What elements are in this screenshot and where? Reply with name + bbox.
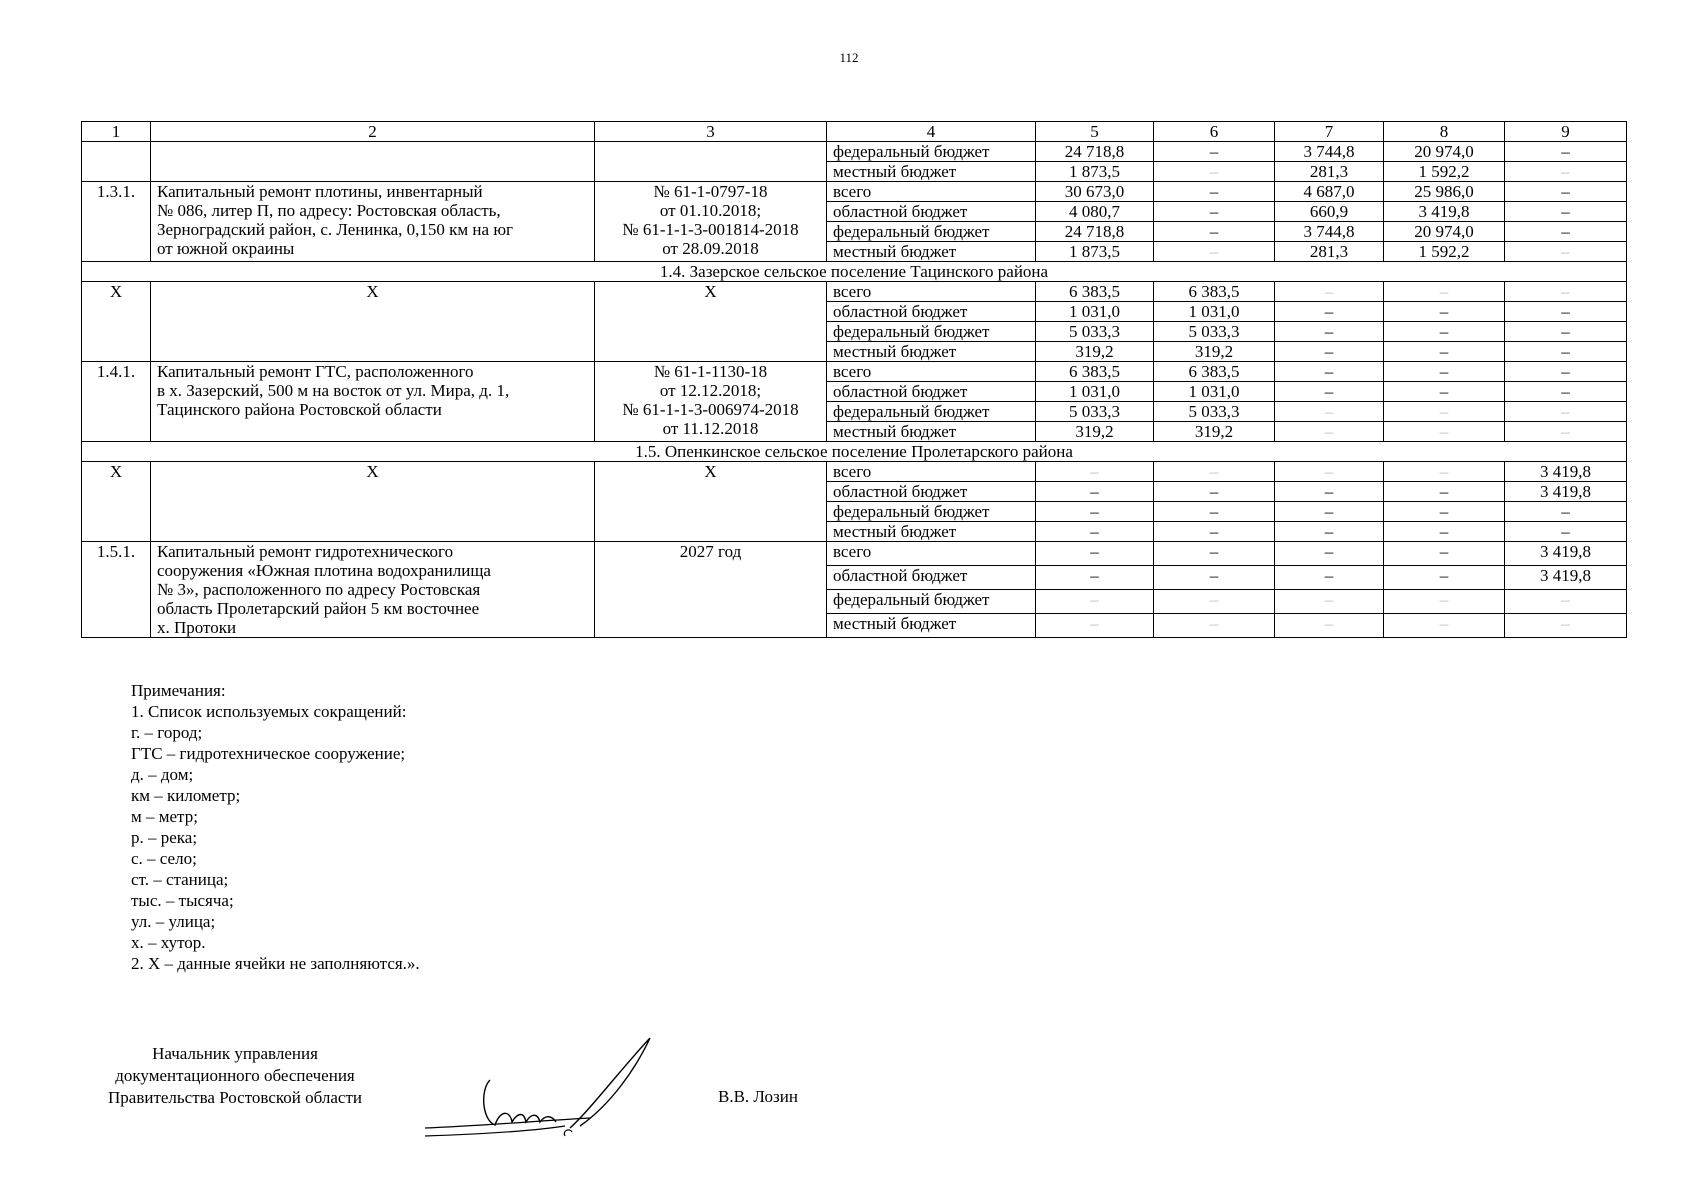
item-document [595,182,827,262]
value-cell-c7: 281,3 [1275,242,1384,262]
value-cell-c8: – [1384,462,1505,482]
cell-line: х. Протоки [157,618,237,637]
value-cell-c5: 30 673,0 [1036,182,1154,202]
value-cell-c7: 4 687,0 [1275,182,1384,202]
budget-label: всего [827,542,1036,566]
value-cell-c6: 6 383,5 [1154,282,1275,302]
signatory-title-line: Правительства Ростовской области [108,1088,362,1107]
note-line: 2. X – данные ячейки не заполняются.». [131,954,420,973]
cell-line: Капитальный ремонт плотины, инвентарный [157,182,483,201]
value-cell-c5: 6 383,5 [1036,282,1154,302]
value-cell-c5: – [1036,542,1154,566]
value-cell-c9: – [1505,182,1627,202]
value-cell-c9: – [1505,322,1627,342]
x-cell: X [595,462,827,542]
value-cell-c6: 319,2 [1154,342,1275,362]
value-cell-c5: 5 033,3 [1036,322,1154,342]
value-cell-c9: – [1505,502,1627,522]
value-cell-c6: 6 383,5 [1154,362,1275,382]
value-cell-c5: – [1036,462,1154,482]
empty-cell [82,142,151,182]
table-row [82,142,1627,162]
value-cell-c7: – [1275,482,1384,502]
cell-line: в х. Зазерский, 500 м на восток от ул. Мира, д. 1, [157,381,510,400]
cell-line: № 086, литер П, по адресу: Ростовская область, [157,201,501,220]
value-cell-c6: – [1154,162,1275,182]
value-cell-c8: – [1384,382,1505,402]
value-cell-c6: – [1154,566,1275,590]
budget-label: областной бюджет [827,302,1036,322]
note-line: 1. Список используемых сокращений: [131,702,407,721]
value-cell-c5: 319,2 [1036,342,1154,362]
value-cell-c6: – [1154,542,1275,566]
x-cell: X [82,282,151,362]
budget-label: местный бюджет [827,242,1036,262]
value-cell-c8: – [1384,482,1505,502]
item-number: 1.4.1. [82,362,151,442]
value-cell-c7: 3 744,8 [1275,142,1384,162]
column-header: 8 [1384,122,1505,142]
budget-label: всего [827,362,1036,382]
table-row [82,122,1627,142]
item-name [151,182,595,262]
value-cell-c9: – [1505,522,1627,542]
table-row [82,542,1627,566]
value-cell-c8: – [1384,566,1505,590]
value-cell-c7: – [1275,422,1384,442]
note-line: Примечания: [131,681,226,700]
note-line: д. – дом; [131,765,194,784]
value-cell-c5: – [1036,522,1154,542]
table-row [82,182,1627,202]
value-cell-c6: – [1154,242,1275,262]
budget-label: местный бюджет [827,422,1036,442]
note-line: ул. – улица; [131,912,216,931]
x-cell: X [151,462,595,542]
cell-line: область Пролетарский район 5 км восточнее [157,599,480,618]
value-cell-c8: – [1384,362,1505,382]
value-cell-c9: – [1505,302,1627,322]
value-cell-c6: – [1154,462,1275,482]
value-cell-c5: 6 383,5 [1036,362,1154,382]
notes [131,680,420,974]
value-cell-c8: – [1384,522,1505,542]
item-number: 1.3.1. [82,182,151,262]
value-cell-c7: 660,9 [1275,202,1384,222]
budget-label: областной бюджет [827,482,1036,502]
note-line: м – метр; [131,807,198,826]
value-cell-c6: – [1154,482,1275,502]
value-cell-c8: – [1384,614,1505,638]
value-cell-c8: – [1384,342,1505,362]
value-cell-c7: 281,3 [1275,162,1384,182]
cell-line: № 61-1-0797-18 [653,182,768,201]
value-cell-c7: – [1275,362,1384,382]
value-cell-c6: – [1154,222,1275,242]
column-header: 2 [151,122,595,142]
value-cell-c8: – [1384,422,1505,442]
value-cell-c6: 5 033,3 [1154,322,1275,342]
value-cell-c6: 319,2 [1154,422,1275,442]
value-cell-c7: – [1275,542,1384,566]
value-cell-c6: 1 031,0 [1154,382,1275,402]
value-cell-c9: – [1505,282,1627,302]
column-header: 4 [827,122,1036,142]
value-cell-c8: – [1384,282,1505,302]
cell-line: Капитальный ремонт гидротехнического [157,542,454,561]
value-cell-c9: – [1505,162,1627,182]
value-cell-c9: – [1505,142,1627,162]
budget-label: всего [827,282,1036,302]
section-title: 1.4. Зазерское сельское поселение Тацинского района [82,262,1627,282]
budget-label: федеральный бюджет [827,322,1036,342]
value-cell-c5: 4 080,7 [1036,202,1154,222]
item-name [151,542,595,638]
budget-label: всего [827,182,1036,202]
budget-label: федеральный бюджет [827,402,1036,422]
note-line: ГТС – гидротехническое сооружение; [131,744,406,763]
value-cell-c8: 1 592,2 [1384,162,1505,182]
column-header: 5 [1036,122,1154,142]
value-cell-c8: – [1384,302,1505,322]
value-cell-c9: 3 419,8 [1505,542,1627,566]
value-cell-c7: – [1275,590,1384,614]
table-row [82,442,1627,462]
x-cell: X [82,462,151,542]
value-cell-c9: 3 419,8 [1505,566,1627,590]
column-header: 6 [1154,122,1275,142]
cell-line: 2027 год [679,542,742,561]
value-cell-c8: – [1384,590,1505,614]
budget-label: местный бюджет [827,614,1036,638]
cell-line: от 28.09.2018 [662,239,759,258]
value-cell-c6: – [1154,502,1275,522]
budget-label: всего [827,462,1036,482]
value-cell-c5: 24 718,8 [1036,142,1154,162]
budget-label: местный бюджет [827,342,1036,362]
value-cell-c6: – [1154,614,1275,638]
value-cell-c9: – [1505,342,1627,362]
cell-line: № 61-1-1-3-006974-2018 [622,400,799,419]
value-cell-c8: 20 974,0 [1384,142,1505,162]
value-cell-c6: – [1154,142,1275,162]
item-document [595,542,827,638]
value-cell-c5: 1 873,5 [1036,162,1154,182]
signatory-name: В.В. Лозин [718,1087,798,1106]
value-cell-c8: 25 986,0 [1384,182,1505,202]
value-cell-c9: – [1505,402,1627,422]
cell-line: от 12.12.2018; [659,381,762,400]
value-cell-c8: 3 419,8 [1384,202,1505,222]
value-cell-c9: – [1505,242,1627,262]
cell-line: от 11.12.2018 [662,419,759,438]
note-line: г. – город; [131,723,203,742]
budget-label: областной бюджет [827,566,1036,590]
value-cell-c9: – [1505,222,1627,242]
budget-table [81,121,1627,638]
column-header: 3 [595,122,827,142]
note-line: ст. – станица; [131,870,229,889]
value-cell-c7: – [1275,522,1384,542]
note-line: х. – хутор. [131,933,206,952]
empty-cell [151,142,595,182]
cell-line: № 61-1-1-3-001814-2018 [622,220,799,239]
value-cell-c9: – [1505,590,1627,614]
value-cell-c9: – [1505,362,1627,382]
budget-label: местный бюджет [827,162,1036,182]
value-cell-c7: – [1275,322,1384,342]
value-cell-c5: – [1036,614,1154,638]
value-cell-c7: – [1275,402,1384,422]
x-cell: X [151,282,595,362]
budget-label: федеральный бюджет [827,502,1036,522]
column-header: 1 [82,122,151,142]
value-cell-c7: – [1275,282,1384,302]
column-header: 7 [1275,122,1384,142]
cell-line: сооружения «Южная плотина водохранилища [157,561,491,580]
value-cell-c5: 1 031,0 [1036,302,1154,322]
note-line: км – километр; [131,786,241,805]
value-cell-c9: – [1505,614,1627,638]
signatory-title [80,1043,390,1109]
table-row [82,362,1627,382]
value-cell-c6: 5 033,3 [1154,402,1275,422]
value-cell-c5: 24 718,8 [1036,222,1154,242]
value-cell-c9: 3 419,8 [1505,462,1627,482]
x-cell: X [595,282,827,362]
item-document [595,362,827,442]
value-cell-c8: – [1384,402,1505,422]
value-cell-c9: 3 419,8 [1505,482,1627,502]
note-line: р. – река; [131,828,198,847]
item-number: 1.5.1. [82,542,151,638]
section-title: 1.5. Опенкинское сельское поселение Пролетарского района [82,442,1627,462]
value-cell-c5: – [1036,502,1154,522]
page-number: 112 [839,50,859,65]
empty-cell [595,142,827,182]
cell-line: № 3», расположенного по адресу Ростовская [157,580,481,599]
value-cell-c7: – [1275,302,1384,322]
value-cell-c7: – [1275,566,1384,590]
column-header: 9 [1505,122,1627,142]
signatory-title-line: документационного обеспечения [115,1066,355,1085]
handwritten-signature [420,1030,670,1140]
cell-line: Зерноградский район, с. Ленинка, 0,150 км на юг [157,220,513,239]
budget-label: областной бюджет [827,382,1036,402]
value-cell-c5: – [1036,482,1154,502]
value-cell-c9: – [1505,202,1627,222]
value-cell-c9: – [1505,382,1627,402]
value-cell-c6: – [1154,182,1275,202]
value-cell-c6: – [1154,522,1275,542]
value-cell-c8: 20 974,0 [1384,222,1505,242]
table-row [82,462,1627,482]
item-name [151,362,595,442]
value-cell-c5: 319,2 [1036,422,1154,442]
cell-line: Капитальный ремонт ГТС, расположенного [157,362,474,381]
budget-label: федеральный бюджет [827,142,1036,162]
value-cell-c8: – [1384,322,1505,342]
value-cell-c6: – [1154,202,1275,222]
table-row [82,262,1627,282]
value-cell-c5: – [1036,590,1154,614]
value-cell-c8: – [1384,542,1505,566]
value-cell-c6: 1 031,0 [1154,302,1275,322]
note-line: тыс. – тысяча; [131,891,234,910]
value-cell-c7: – [1275,342,1384,362]
value-cell-c8: – [1384,502,1505,522]
value-cell-c7: – [1275,614,1384,638]
cell-line: Тацинского района Ростовской области [157,400,442,419]
value-cell-c5: – [1036,566,1154,590]
note-line: с. – село; [131,849,197,868]
budget-label: местный бюджет [827,522,1036,542]
value-cell-c6: – [1154,590,1275,614]
budget-label: областной бюджет [827,202,1036,222]
value-cell-c9: – [1505,422,1627,442]
value-cell-c5: 1 873,5 [1036,242,1154,262]
value-cell-c8: 1 592,2 [1384,242,1505,262]
value-cell-c7: 3 744,8 [1275,222,1384,242]
signatory-title-line: Начальник управления [152,1044,318,1063]
budget-label: федеральный бюджет [827,590,1036,614]
value-cell-c7: – [1275,502,1384,522]
value-cell-c7: – [1275,462,1384,482]
cell-line: от южной окраины [157,239,295,258]
table-row [82,282,1627,302]
cell-line: от 01.10.2018; [659,201,762,220]
value-cell-c5: 5 033,3 [1036,402,1154,422]
value-cell-c7: – [1275,382,1384,402]
value-cell-c5: 1 031,0 [1036,382,1154,402]
budget-label: федеральный бюджет [827,222,1036,242]
cell-line: № 61-1-1130-18 [653,362,768,381]
